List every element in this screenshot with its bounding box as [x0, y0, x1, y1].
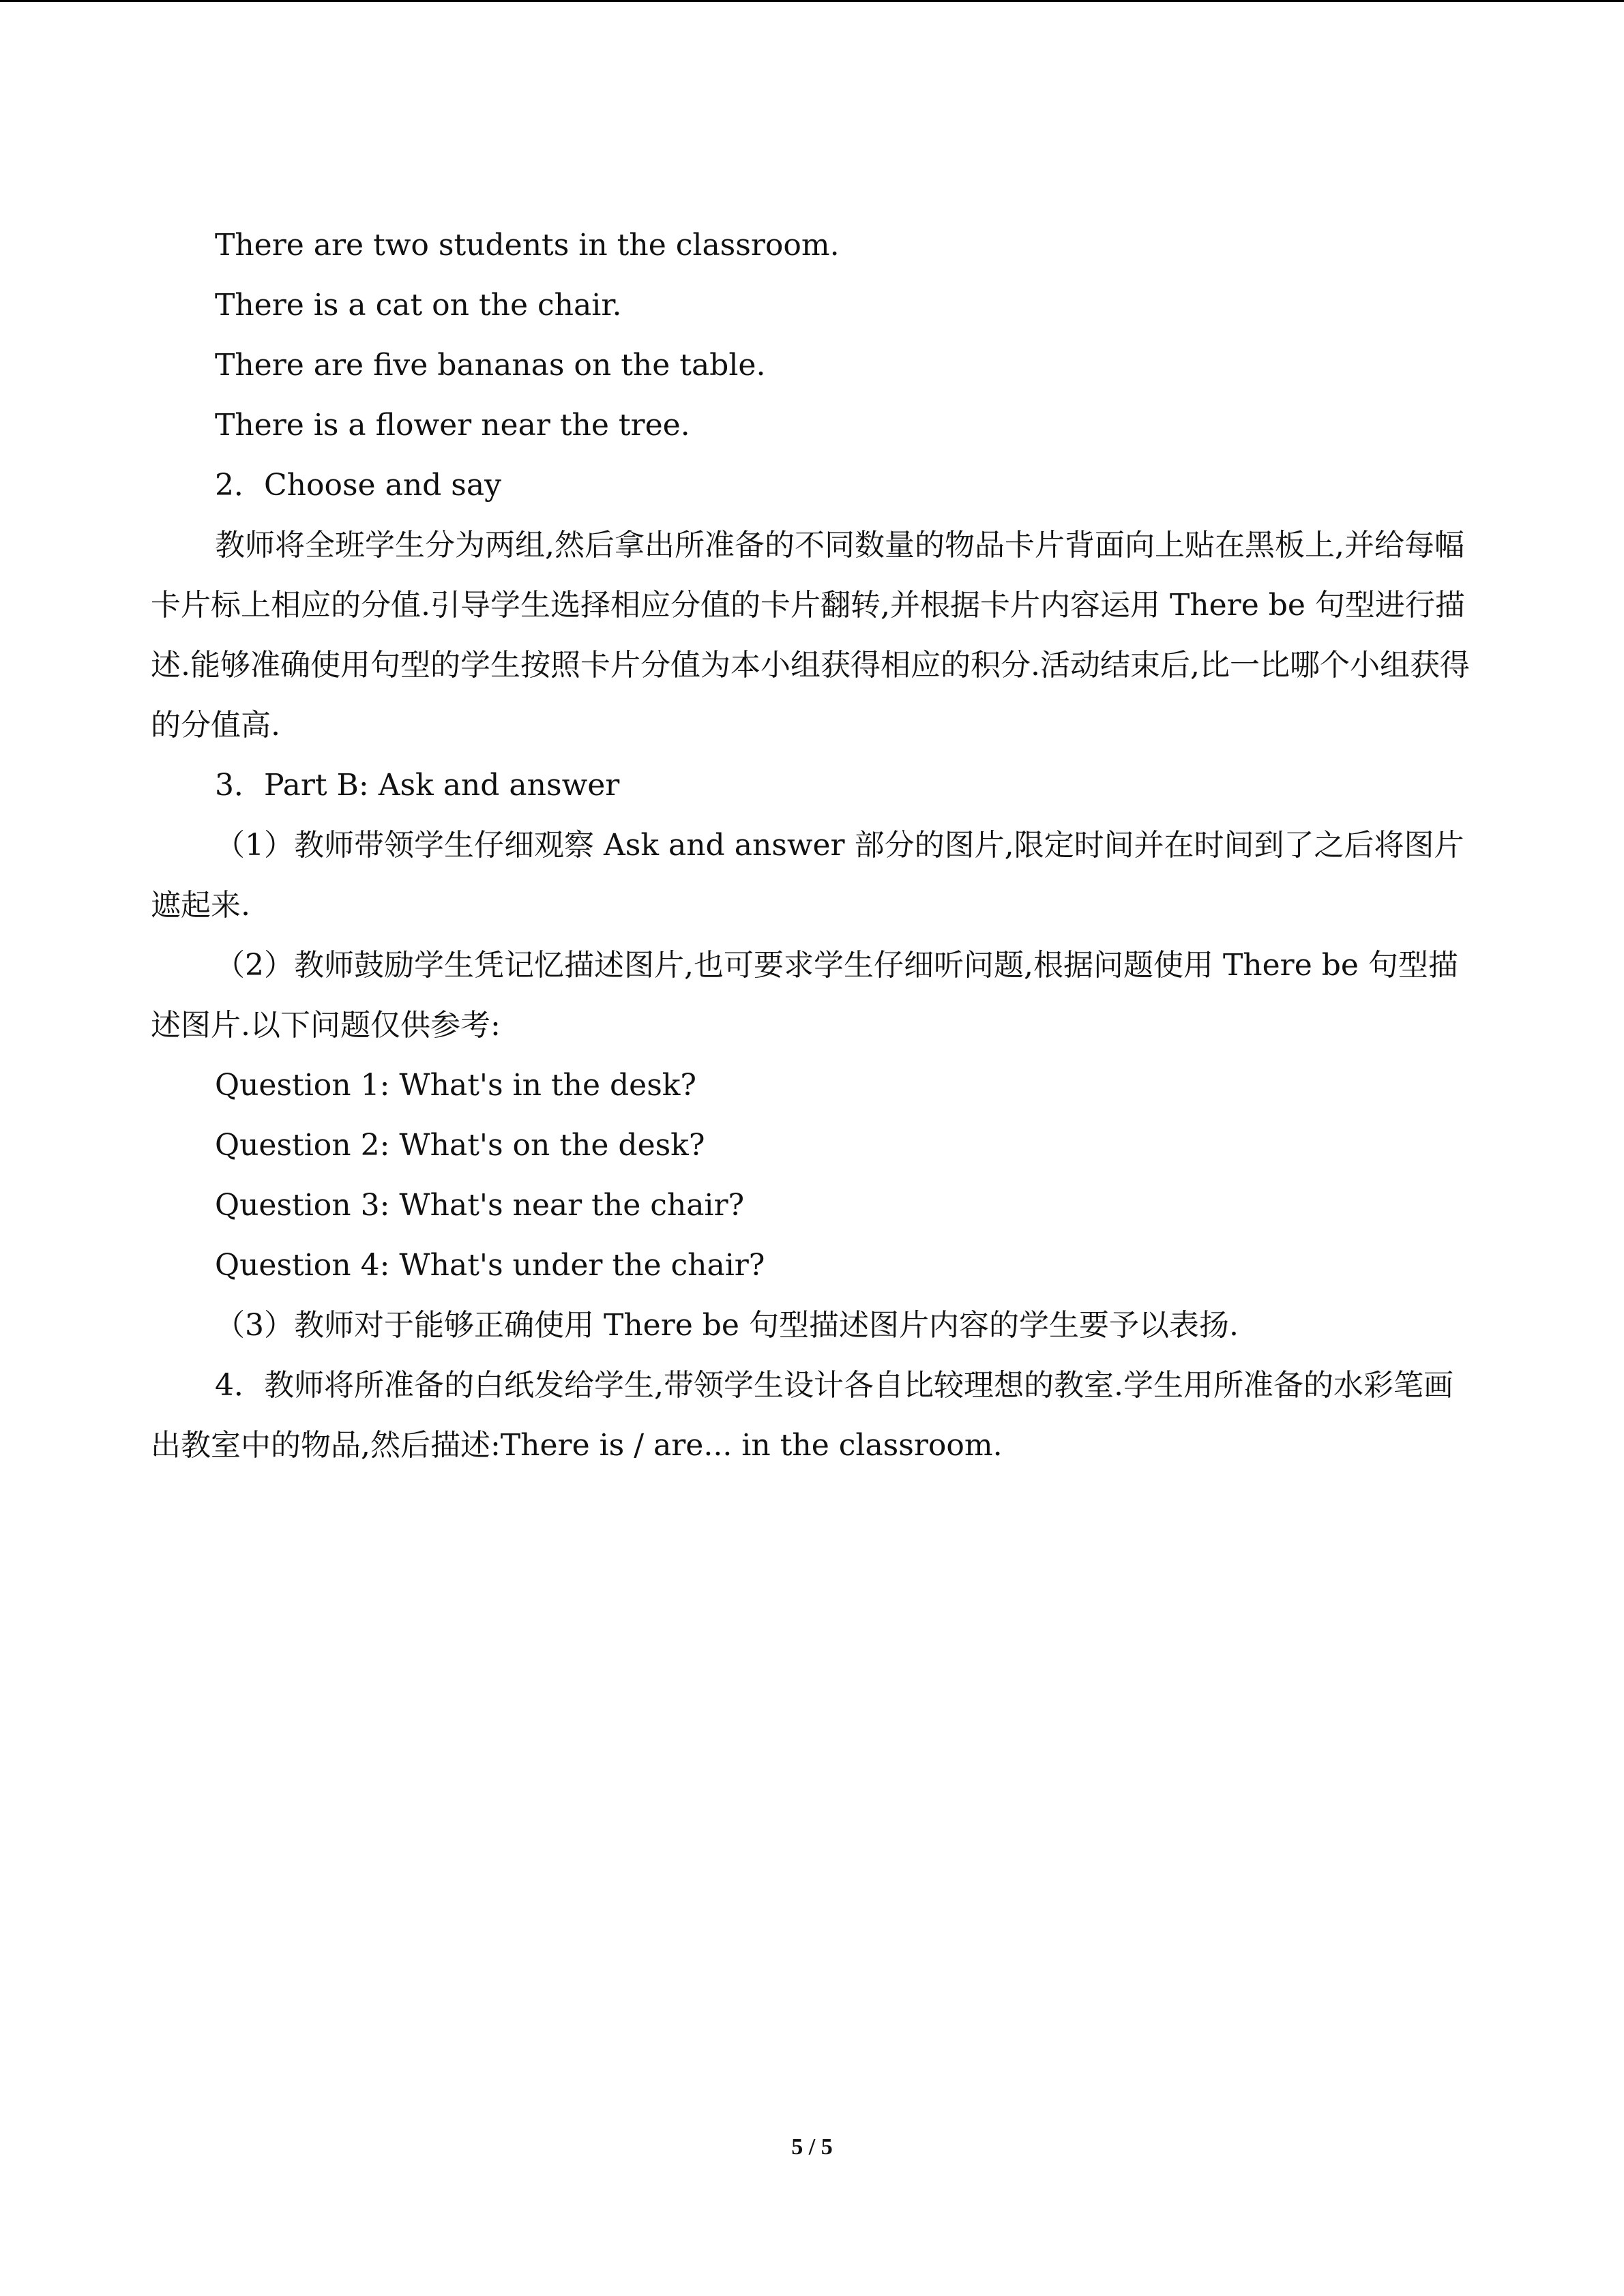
question-line: Question 2: What's on the desk?: [215, 1128, 705, 1163]
page-top-border: [0, 0, 1624, 2]
paragraph: 教师将全班学生分为两组,然后拿出所准备的不同数量的物品卡片背面向上贴在黑板上,并给每幅卡片标上相应的分值.引导学生选择相应分值的卡片翻转,并根据卡片内容运用 There be 句型进行描述.能够准确使用句型的学生按照卡片分值为本小组获得相应的积分.活动结束后,比一比哪个小组获得的分值高.: [151, 528, 1470, 743]
question-line: Question 1: What's in the desk?: [215, 1068, 697, 1103]
paragraph: There are two students in the classroom.: [215, 228, 840, 263]
section-heading: 3．Part B: Ask and answer: [215, 768, 620, 803]
paragraph: There is a flower near the tree.: [215, 408, 690, 443]
question-line: Question 3: What's near the chair?: [215, 1188, 745, 1223]
document-body: [151, 215, 1481, 1476]
question-line: Question 4: What's under the chair?: [215, 1248, 765, 1283]
page-number: 5 / 5: [791, 2134, 833, 2160]
paragraph: （1）教师带领学生仔细观察 Ask and answer 部分的图片,限定时间并在时间到了之后将图片遮起来.: [151, 828, 1464, 923]
section-heading: 2．Choose and say: [215, 468, 501, 503]
paragraph: There is a cat on the chair.: [215, 288, 622, 323]
paragraph: （2）教师鼓励学生凭记忆描述图片,也可要求学生仔细听问题,根据问题使用 There be 句型描述图片.以下问题仅供参考:: [151, 948, 1458, 1043]
paragraph: （3）教师对于能够正确使用 There be 句型描述图片内容的学生要予以表扬.: [215, 1308, 1239, 1343]
paragraph: There are five bananas on the table.: [215, 348, 766, 383]
paragraph: 4．教师将所准备的白纸发给学生,带领学生设计各自比较理想的教室.学生用所准备的水彩笔画出教室中的物品,然后描述:There is / are... in the classroom.: [151, 1368, 1453, 1463]
